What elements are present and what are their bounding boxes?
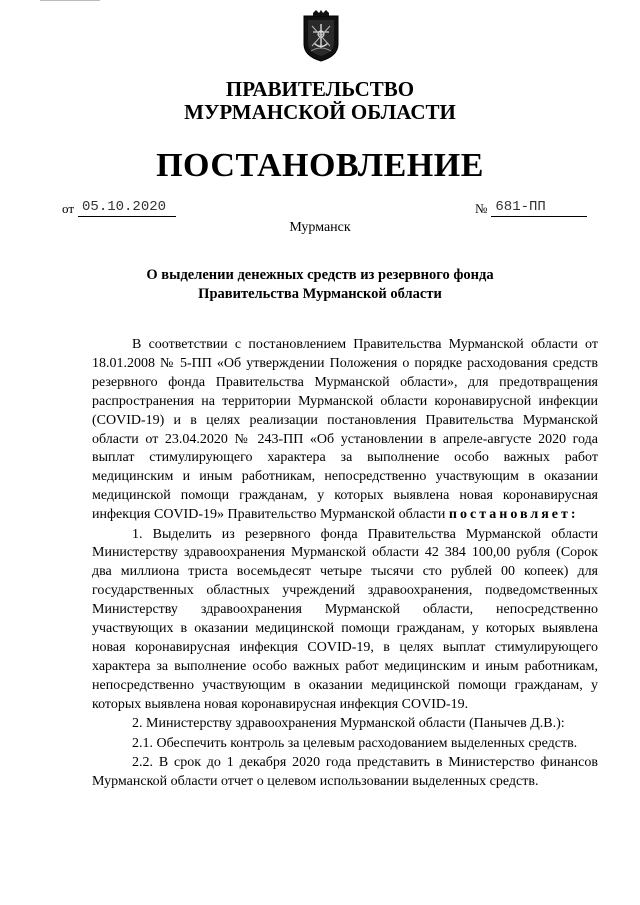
coat-of-arms-icon xyxy=(302,10,340,62)
item-2: 2. Министерству здравоохранения Мурманской области (Панычев Д.В.): xyxy=(132,716,565,732)
item-2-1: 2.1. Обеспечить контроль за целевым расходованием выделенных средств. xyxy=(132,735,578,751)
scan-mark xyxy=(40,0,100,1)
item-2-2: 2.2. В срок до 1 декабря 2020 года представить в Министерство финансов Мурманской области отчет о целевом использовании выделенных средств. xyxy=(92,754,598,789)
document-body xyxy=(92,336,598,792)
government-title xyxy=(0,78,640,124)
number-field xyxy=(475,197,587,217)
number-value: 681-ПП xyxy=(491,199,587,217)
subject-line2: Правительства Мурманской области xyxy=(198,286,442,302)
city: Мурманск xyxy=(289,220,351,235)
document-subject xyxy=(0,266,640,304)
document-type: ПОСТАНОВЛЕНИЕ xyxy=(156,147,484,184)
item-1: 1. Выделить из резервного фонда Правительства Мурманской области Министерству здравоохранения Мурманской области 42 384 100,00 рубля (Сорок два миллиона триста восемьдесят четыре тысячи сто рублей 00 копеек) для государственных областных учреждений здравоохранения, подведомственных Министерству здравоохранения Мурманской области, непосредственно участвующих в оказании медицинской помощи гражданам, у которых выявлена новая коронавирусная инфекция COVID-19, в целях выплат стимулирующего характера за выполнение особо важных работ медицинским и иным работникам, непосредственно участвующим в оказании медицинской помощи гражданам, у которых выявлена новая коронавирусная инфекция COVID-19. xyxy=(92,526,598,712)
date-label: от xyxy=(62,201,75,216)
date-value: 05.10.2020 xyxy=(78,199,176,217)
preamble-text: В соответствии с постановлением Правительства Мурманской области от 18.01.2008 № 5-ПП «Об утверждении Положения о порядке расходования средств резервного фонда Правительства Мурманской области», для предотвращения распространения на территории Мурманской области коронавирусной инфекции (COVID-19) и в целях реализации постановления Правительства Мурманской области от 23.04.2020 № 243-ПП «Об установлении в апреле-августе 2020 года выплат стимулирующего характера за выполнение особо важных работ медицинским и иным работникам, непосредственно участвующим в оказании медицинской помощи гражданам, у которых выявлена новая коронавирусная инфекция COVID-19» Правительство Мурманской области xyxy=(92,337,598,523)
number-label: № xyxy=(475,201,488,216)
date-field xyxy=(62,197,176,217)
preamble-paragraph xyxy=(92,336,598,525)
subject-line1: О выделении денежных средств из резервного фонда xyxy=(146,267,494,283)
government-title-line2: МУРМАНСКОЙ ОБЛАСТИ xyxy=(184,100,456,124)
government-title-line1: ПРАВИТЕЛЬСТВО xyxy=(225,77,415,101)
decrees-word: постановляет: xyxy=(448,507,579,523)
